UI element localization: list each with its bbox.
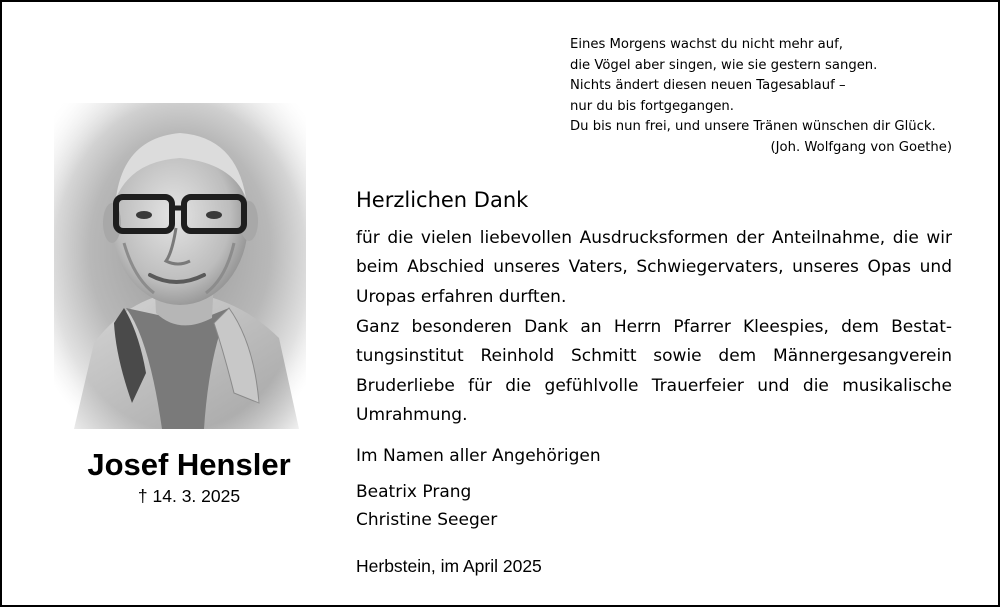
signer-name: Christine Seeger (356, 510, 498, 530)
paragraph-line: beim Abschied unseres Vaters, Schwiegervaters, unseres Opas und (356, 257, 952, 278)
paragraph-line: für die vielen liebevollen Ausdrucksformen der Anteilnahme, die wir (356, 228, 952, 248)
special-thanks-paragraph (356, 313, 952, 430)
poem-line: Nichts ändert diesen neuen Tagesablauf – (570, 78, 846, 94)
poem-line: Du bis nun frei, und unsere Tränen wünschen dir Glück. (570, 119, 936, 135)
paragraph-line: tungsinstitut Reinhold Schmitt sowie dem Männergesangverein (356, 346, 952, 367)
portrait-photo (54, 103, 306, 429)
poem-line: die Vögel aber singen, wie sie gestern sangen. (570, 57, 878, 73)
closing-line: Im Namen aller Angehörigen (356, 446, 601, 466)
paragraph-line: Umrahmung. (356, 404, 468, 425)
poem-line: nur du bis fortgegangen. (570, 98, 734, 114)
death-date: † 14. 3. 2025 (137, 486, 241, 506)
deceased-name: Josef Hensler (87, 447, 291, 482)
place-and-date: Herbstein, im April 2025 (356, 556, 542, 576)
poem-attribution: (Joh. Wolfgang von Goethe) (770, 139, 952, 155)
poem-line: Eines Morgens wachst du nicht mehr auf, (570, 37, 843, 52)
paragraph-line: Ganz besonderen Dank an Herrn Pfarrer Kleespies, dem Bestat- (356, 317, 952, 337)
paragraph-line: Uropas erfahren durften. (356, 286, 567, 307)
thanks-heading: Herzlichen Dank (356, 188, 529, 212)
thanks-paragraph (356, 224, 952, 312)
signer-name: Beatrix Prang (356, 482, 472, 502)
poem-block (570, 35, 955, 159)
paragraph-line: Bruderliebe für die gefühlvolle Trauerfeier und die musikalische (356, 375, 952, 396)
